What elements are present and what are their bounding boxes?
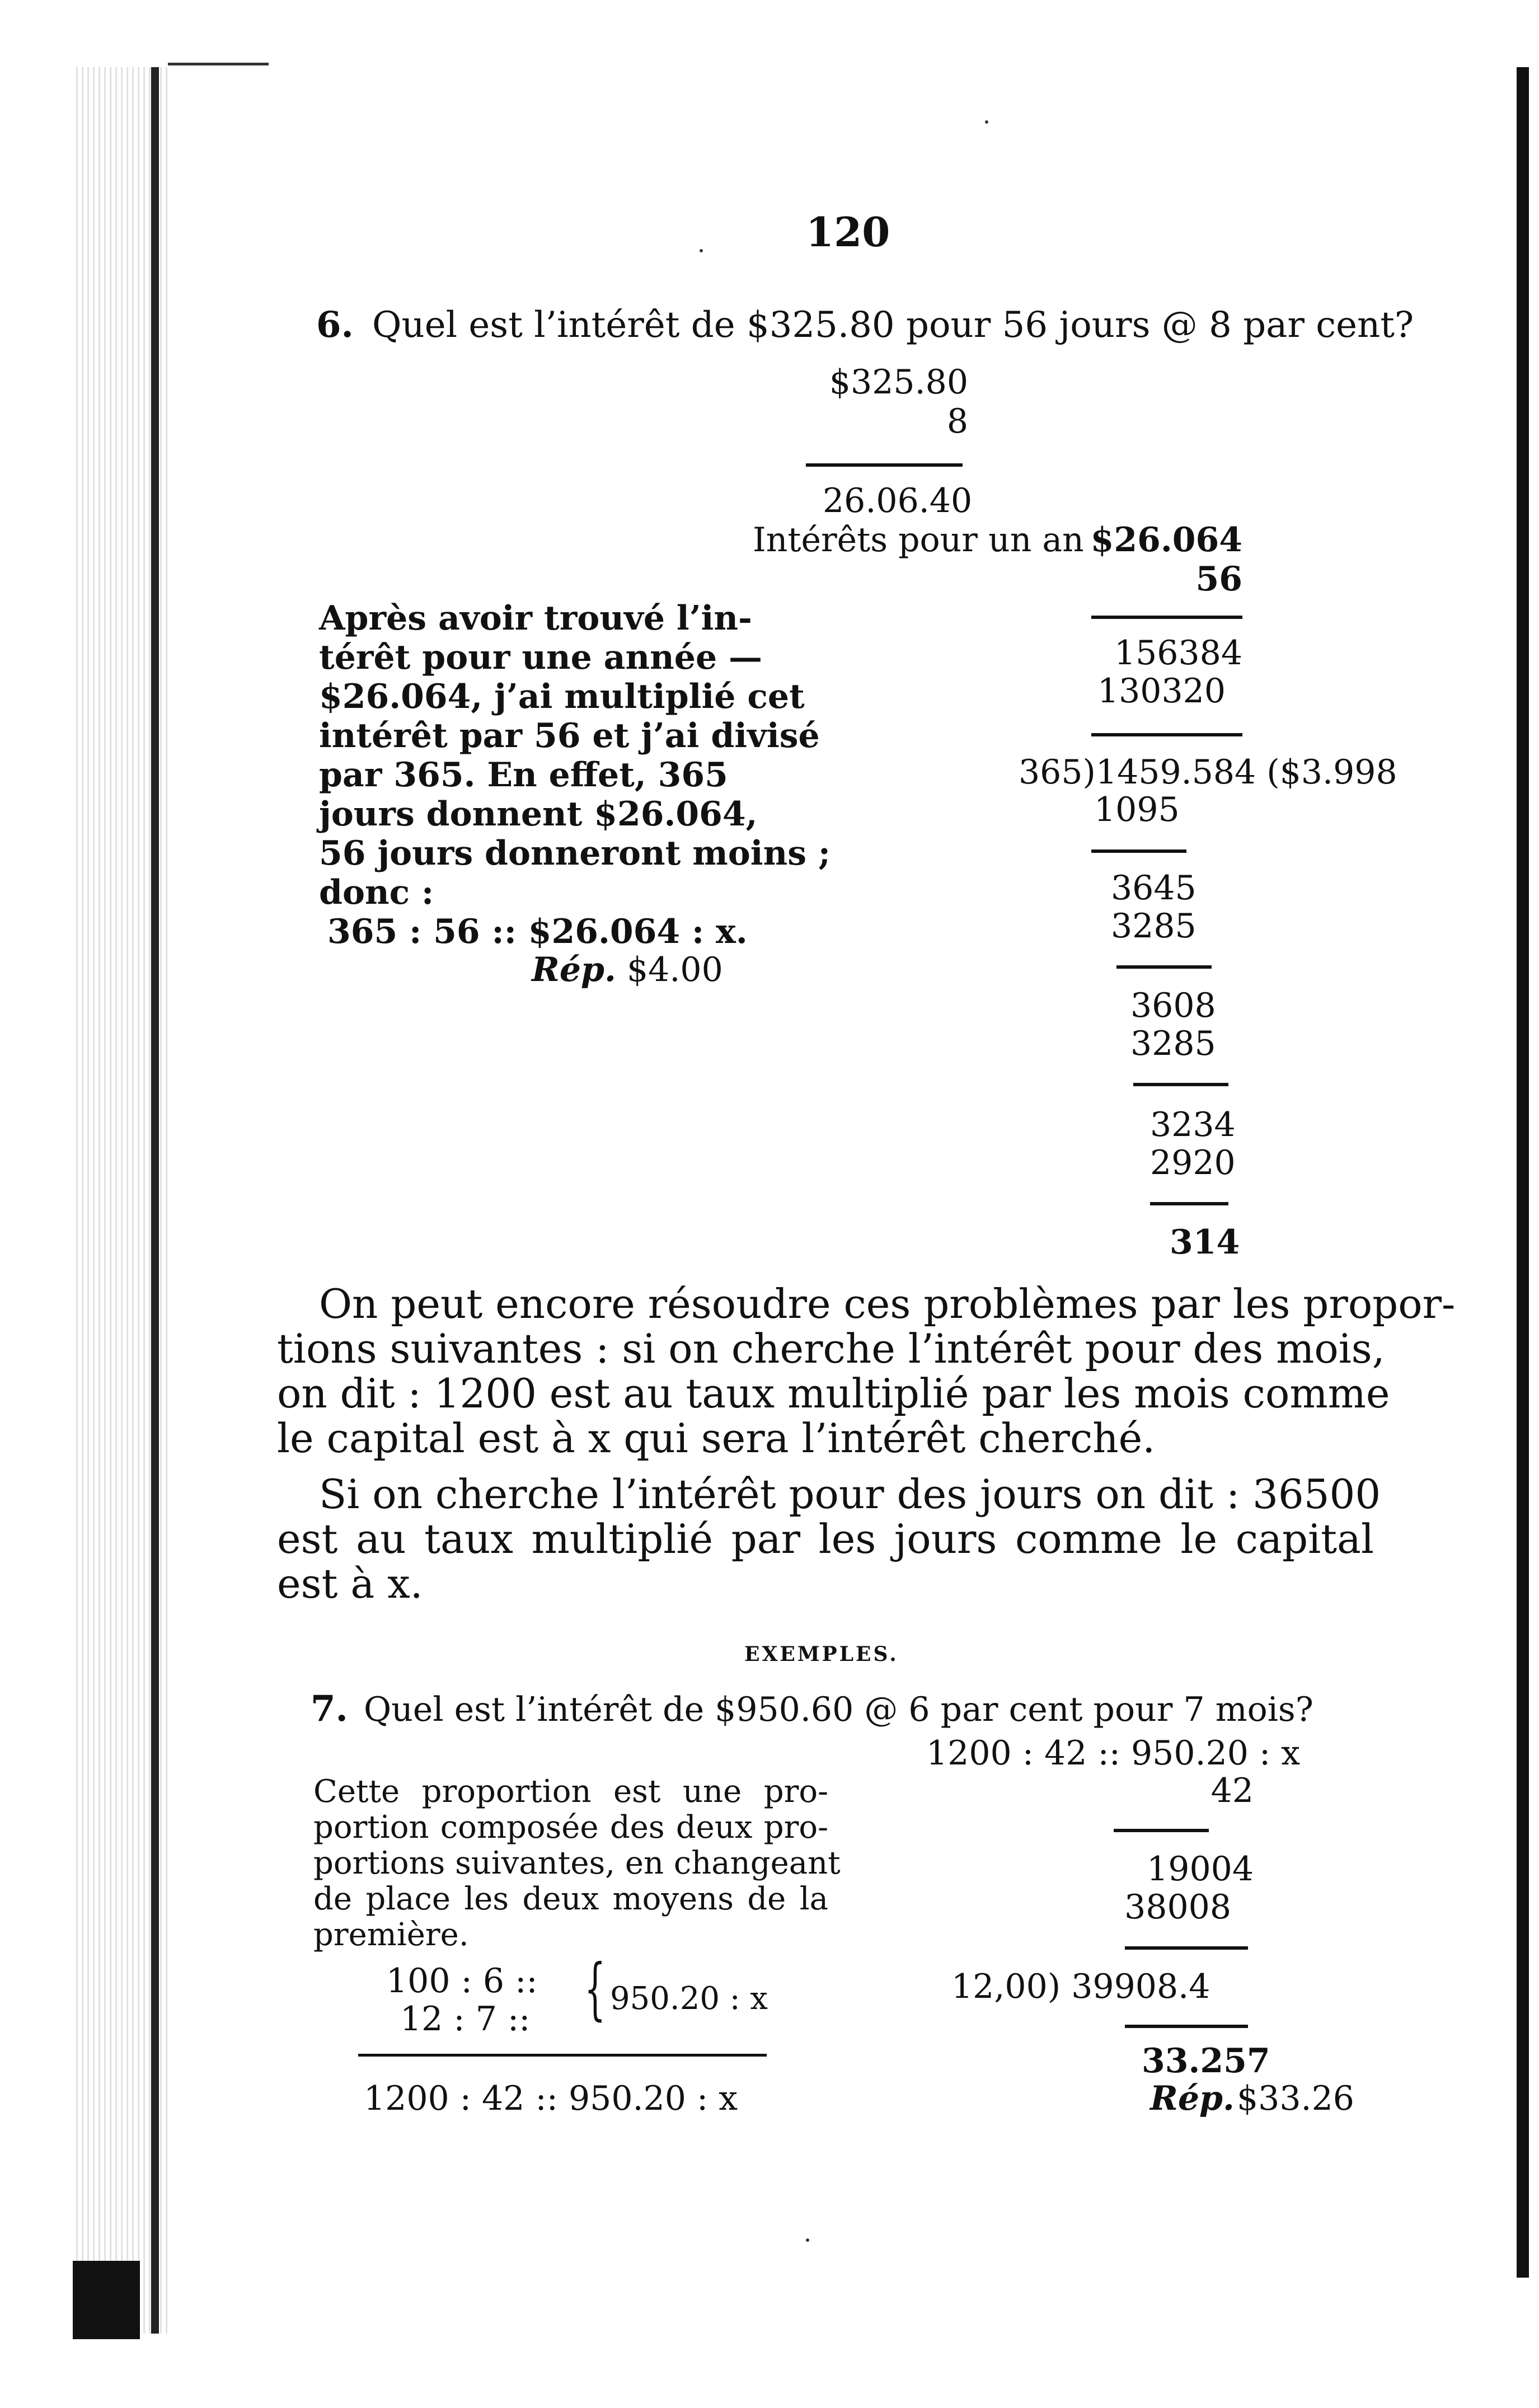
p7-explanation-line: portions suivantes, en changeant <box>313 1845 841 1881</box>
p6-step-6: 3234 <box>1150 1105 1236 1144</box>
p6-rule-7 <box>1150 1202 1228 1205</box>
scan-right-edge <box>1517 67 1529 2278</box>
paragraph-proportions-days <box>277 1471 1381 1607</box>
paragraph-line: est au taux multiplié par les jours comme le capital <box>277 1515 1374 1562</box>
p6-rule-5 <box>1116 965 1212 969</box>
p6-explanation-line: térêt pour une année — <box>319 638 763 677</box>
p6-product: 26.06.40 <box>823 481 973 520</box>
section-heading: EXEMPLES. <box>744 1642 899 1666</box>
paragraph-line: on dit : 1200 est au taux multiplié par les mois comme <box>277 1370 1390 1417</box>
page-number: 120 <box>806 208 890 256</box>
p6-explanation-line: $26.064, j’ai multiplié cet <box>319 677 805 716</box>
p6-rule-4 <box>1091 849 1186 853</box>
scan-top-mark <box>168 63 269 65</box>
p6-rate: 8 <box>946 402 968 441</box>
p6-explanation-line: donc : <box>319 873 434 912</box>
p7-rule-3 <box>1125 2025 1248 2028</box>
p7-compound-result: 1200 : 42 :: 950.20 : x <box>364 2079 738 2118</box>
p6-explanation-line: intérêt par 56 et j’ai divisé <box>319 716 820 755</box>
p6-annual-label: Intérêts pour un an <box>753 520 1084 560</box>
p6-step-4: 3608 <box>1130 986 1216 1025</box>
scan-corner-shadow <box>73 2261 140 2339</box>
p6-step-5: 3285 <box>1130 1024 1216 1063</box>
p6-annual-value: $26.064 <box>1090 520 1242 560</box>
p7-explanation-line: portion composée des deux pro- <box>313 1809 828 1846</box>
p6-rule-1 <box>806 463 963 467</box>
p6-answer-label: Rép. <box>532 950 616 989</box>
p6-step-1: 1095 <box>1094 790 1180 829</box>
p7-explanation-line: de place les deux moyens de la <box>313 1881 828 1917</box>
problem-6-question: Quel est l’intérêt de $325.80 pour 56 jours @ 8 par cent? <box>372 304 1414 346</box>
problem-7-number: 7. <box>311 1688 348 1730</box>
p7-explanation-line: Cette proportion est une pro- <box>313 1773 828 1810</box>
p7-compound-row-1: 100 : 6 :: <box>386 1961 538 2001</box>
p6-partial-1: 156384 <box>1114 633 1242 673</box>
p7-compound-row-2: 12 : 7 :: <box>400 1999 531 2039</box>
p7-compound-brace-value: 950.20 : x <box>610 1980 768 2017</box>
p6-explanation-line: Après avoir trouvé l’in- <box>319 599 752 638</box>
p7-proportion: 1200 : 42 :: 950.20 : x <box>926 1734 1301 1773</box>
p6-answer-value: $4.00 <box>627 950 723 989</box>
p7-answer-value: $33.26 <box>1237 2079 1354 2118</box>
p7-explanation <box>313 1773 841 1953</box>
p7-division: 12,00) 39908.4 <box>951 1967 1210 2006</box>
problem-7-question: Quel est l’intérêt de $950.60 @ 6 par cent pour 7 mois? <box>364 1690 1313 1729</box>
p7-rule-compound <box>358 2054 767 2057</box>
p6-division: 365)1459.584 ($3.998 <box>1019 753 1397 792</box>
curly-brace-icon: { <box>584 1950 606 2028</box>
p7-rule-1 <box>1114 1829 1209 1832</box>
p6-proportion: 365 : 56 :: $26.064 : x. <box>327 912 748 951</box>
paragraph-line: On peut encore résoudre ces problèmes par les propor- <box>319 1280 1456 1327</box>
scan-speck <box>700 249 703 252</box>
paragraph-line: le capital est à x qui sera l’intérêt cherché. <box>277 1415 1156 1462</box>
p7-quotient: 33.257 <box>1142 2041 1270 2081</box>
p6-principal: $325.80 <box>829 363 968 402</box>
p7-partial-1: 19004 <box>1147 1850 1254 1889</box>
p7-answer-label: Rép. <box>1150 2079 1235 2118</box>
p6-step-3: 3285 <box>1111 907 1197 946</box>
p6-step-7: 2920 <box>1150 1143 1236 1182</box>
p6-explanation-line: 56 jours donneront moins ; <box>319 834 831 873</box>
p7-multiplier: 42 <box>1210 1771 1254 1810</box>
p6-explanation <box>319 599 831 912</box>
p6-rule-2 <box>1091 616 1242 619</box>
paragraph-line: tions suivantes : si on cherche l’intérêt pour des mois, <box>277 1325 1385 1372</box>
p7-partial-2: 38008 <box>1124 1888 1231 1927</box>
p7-explanation-line: première. <box>313 1917 469 1953</box>
p6-explanation-line: par 365. En effet, 365 <box>319 755 728 795</box>
p6-days: 56 <box>1195 560 1242 599</box>
p6-explanation-line: jours donnent $26.064, <box>319 795 758 834</box>
paragraph-proportions-months <box>277 1280 1456 1462</box>
p6-remainder: 314 <box>1170 1223 1240 1262</box>
paragraph-line: est à x. <box>277 1560 423 1607</box>
p7-rule-2 <box>1125 1946 1248 1950</box>
p6-step-2: 3645 <box>1111 869 1197 908</box>
problem-6-number: 6. <box>316 304 354 346</box>
p6-rule-3 <box>1091 733 1242 736</box>
p6-partial-2: 130320 <box>1097 672 1226 711</box>
scan-binding-line <box>151 67 159 2334</box>
scan-speck <box>985 120 988 124</box>
p6-rule-6 <box>1133 1083 1228 1086</box>
paragraph-line: Si on cherche l’intérêt pour des jours on dit : 36500 <box>319 1471 1381 1518</box>
scan-speck <box>806 2238 809 2242</box>
